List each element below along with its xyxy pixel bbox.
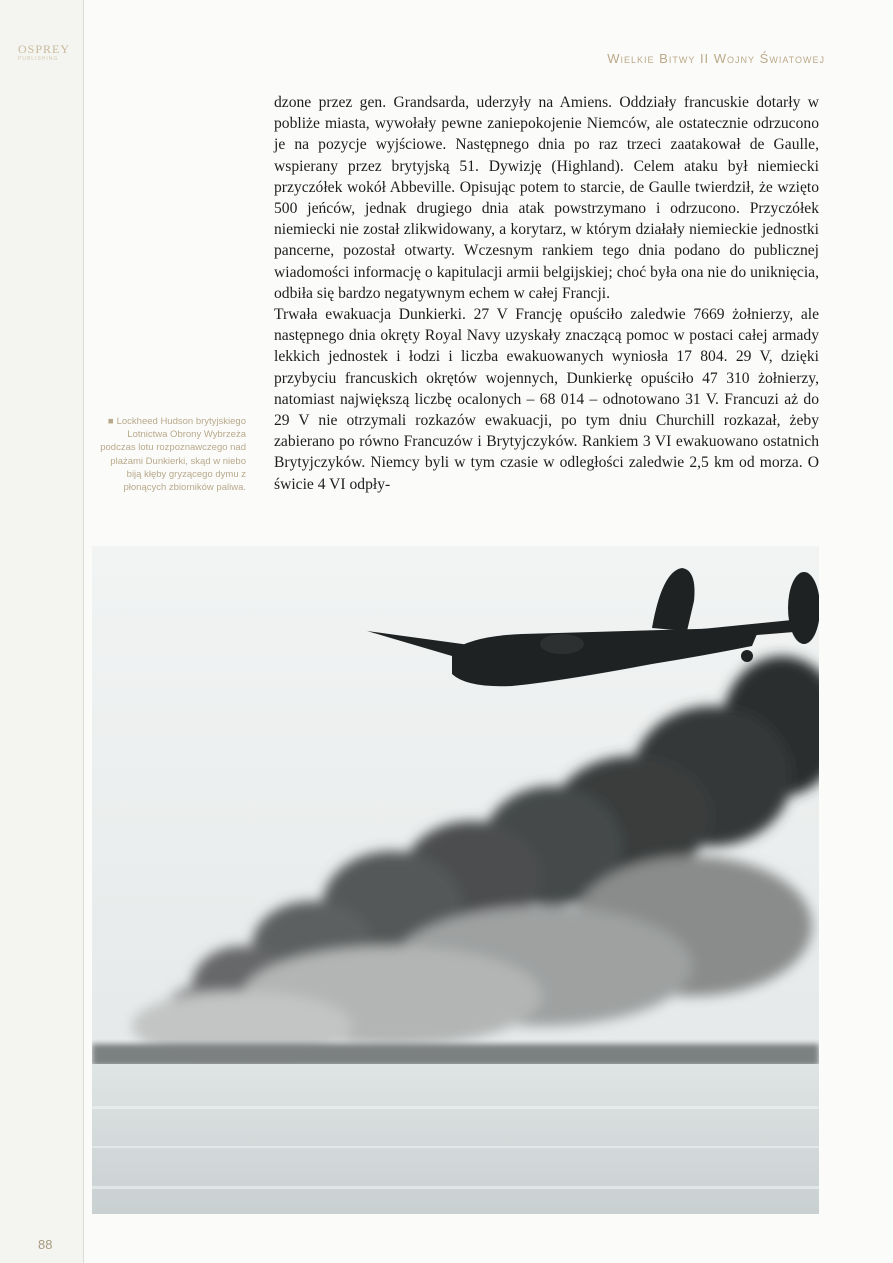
running-header: Wielkie Bitwy II Wojny Światowej <box>607 51 825 66</box>
paragraph: Trwała ewakuacja Dunkierki. 27 V Francję opuściło zaledwie 7669 żołnierzy, ale następnego dnia okręty Royal Navy uzyskały znaczącą pomoc w postaci całej armady lekkich jednostek i łodzi i liczba ewakuowanych wyniosła 17 804. 29 V, dzięki przybyciu francuskich okrętów wojennych, Dunkierkę opuściło 47 310 żołnierzy, natomiast największą liczbę ocalonych – 68 014 – odnotowano 31 V. Francuzi aż do 29 V nie otrzymali rozkazów ewakuacji, po tym dniu Churchill rozkazał, żeby zabierano po równo Francuzów i Brytyjczyków. Rankiem 3 VI ewakuowano ostatnich Brytyjczyków. Niemcy byli w tym czasie w odległości zaledwie 2,5 km od morza. O świcie 4 VI odpły- <box>274 306 819 493</box>
paragraph: dzone przez gen. Grandsarda, uderzyły na Amiens. Oddziały francuskie dotarły w pobliże miasta, wywołały pewne zaniepokojenie Niemców, ale ostatecznie odrzucono je na pozycje wyjściowe. Następnego dnia po raz trzeci zaatakował de Gaulle, wspierany przez brytyjską 51. Dywizję (Highland). Celem ataku był niemiecki przyczółek wokół Abbeville. Opisując potem to starcie, de Gaulle twierdził, że wzięto 500 jeńców, jednak drugiego dnia atak powstrzymano i odrzucono. Przyczółek niemiecki nie został zlikwidowany, a korytarz, w którym działały niemieckie jednostki pancerne, pozostał otwarty. Wczesnym rankiem tego dnia podano do publicznej wiadomości informację o kapitulacji armii belgijskiej; choć była ona nie do uniknięcia, odbiła się bardzo negatywnym echem w całej Francji. <box>274 94 819 302</box>
photograph <box>92 546 819 1214</box>
body-text <box>274 92 819 495</box>
margin-column <box>0 0 84 1263</box>
photo-caption <box>96 415 246 494</box>
page-number: 88 <box>38 1237 53 1252</box>
photo-aircraft-over-smoke <box>92 546 819 1214</box>
caption-text: Lockheed Hudson brytyjskiego Lotnictwa Obrony Wybrzeża podczas lotu rozpoznawczego nad plażami Dunkierki, skąd w niebo biją kłęby gryzącego dymu z płonących zbiorników paliwa. <box>100 416 246 494</box>
caption-bullet: ■ <box>107 416 114 427</box>
publisher-logo: OSPREY <box>18 42 71 56</box>
publisher-imprint: PUBLISHING <box>18 56 59 62</box>
